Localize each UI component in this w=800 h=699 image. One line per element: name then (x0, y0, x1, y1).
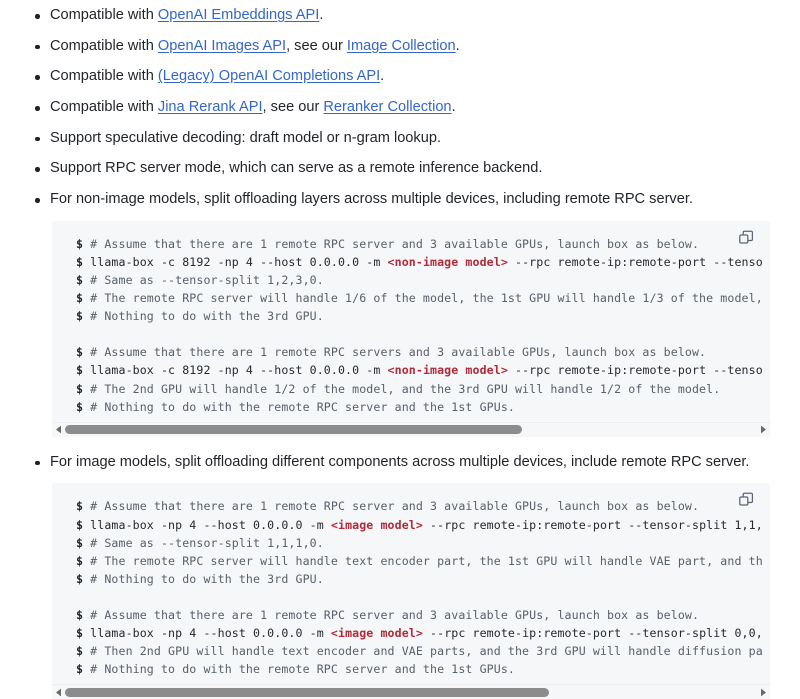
doc-link[interactable]: Jina Rerank API (157, 99, 263, 116)
code-token: --rpc remote-ip:remote-port --tenso (507, 254, 763, 269)
scroll-right-arrow-icon[interactable] (757, 685, 770, 699)
feature-item-rpc-server-mode (0, 159, 800, 179)
code-token: $ (76, 644, 91, 659)
code-token: llama-box -c 8192 -np 4 --host 0.0.0.0 -m (90, 363, 388, 378)
code-token: # Nothing to do with the remote RPC server and the 1st GPUs. (90, 399, 515, 414)
scroll-right-arrow-icon[interactable] (757, 423, 770, 437)
code-token: $ (76, 291, 91, 306)
scrollbar-thumb[interactable] (65, 425, 522, 434)
code-line (76, 289, 770, 307)
code-line (76, 642, 770, 660)
doc-link[interactable]: OpenAI Images API (157, 37, 287, 54)
feature-item-speculative-decoding (0, 129, 800, 149)
code-token: <non-image model> (387, 254, 508, 269)
code-token: # Assume that there are 1 remote RPC server and 3 available GPUs, launch box as below. (90, 608, 700, 622)
scrollbar-track[interactable] (65, 685, 757, 699)
code-token: # Assume that there are 1 remote RPC servers and 3 available GPUs, launch box as below. (90, 345, 707, 360)
code-token: llama-box -np 4 --host 0.0.0.0 -m (90, 517, 331, 532)
code-line (76, 235, 770, 253)
code-scroll-area[interactable] (52, 483, 770, 684)
bullet-text: Support speculative decoding: draft model or n-gram lookup. (50, 129, 442, 146)
code-line (76, 361, 770, 379)
code-token: # The remote RPC server will handle text encoder part, the 1st GPU will handle VAE part, and th (90, 553, 763, 568)
code-line (76, 534, 770, 552)
code-token: --rpc remote-ip:remote-port --tensor-split 1,1, (422, 517, 763, 532)
code-token: # Same as --tensor-split 1,1,1,0. (90, 535, 324, 550)
code-token: # Assume that there are 1 remote RPC server and 3 available GPUs, launch box as below. (90, 499, 700, 514)
code-token: # The 2nd GPU will handle 1/2 of the model, and the 3rd GPU will handle 1/2 of the model. (90, 381, 721, 396)
code-scroll-area[interactable] (52, 221, 770, 422)
code-token: $ (76, 662, 91, 677)
doc-link[interactable]: Reranker Collection (323, 99, 452, 116)
code-line (76, 307, 770, 325)
code-token: # Nothing to do with the 3rd GPU. (90, 571, 324, 586)
code-token: $ (76, 381, 91, 396)
code-token: $ (76, 309, 91, 324)
bullet-text: . (380, 68, 385, 85)
bullet-text: Support RPC server mode, which can serve as a remote inference backend. (50, 160, 543, 177)
code-token: $ (76, 571, 91, 586)
code-token: # The remote RPC server will handle 1/6 of the model, the 1st GPU will handle 1/3 of the model, (90, 291, 763, 306)
bullet-text: Compatible with (50, 99, 158, 116)
code-block (52, 221, 770, 437)
feature-list (0, 6, 800, 699)
scrollbar-track[interactable] (65, 423, 757, 437)
code-line (76, 516, 770, 534)
scroll-left-arrow-icon[interactable] (52, 423, 65, 437)
code-token: --rpc remote-ip:remote-port --tenso (507, 363, 763, 378)
bullet-text: . (451, 99, 456, 116)
code-line (76, 606, 770, 624)
code-line (76, 271, 770, 289)
scrollbar-thumb[interactable] (65, 688, 549, 697)
code-token: $ (76, 535, 91, 550)
bullet-text: Compatible with (50, 37, 158, 54)
code-token: # Nothing to do with the 3rd GPU. (90, 309, 324, 324)
code-token: $ (76, 363, 91, 378)
code-token: <image model> (330, 626, 423, 641)
code-token: llama-box -c 8192 -np 4 --host 0.0.0.0 -m (90, 254, 388, 269)
code-token: llama-box -np 4 --host 0.0.0.0 -m (90, 626, 331, 641)
code-token: <image model> (330, 517, 423, 532)
doc-link[interactable]: (Legacy) OpenAI Completions API (157, 68, 381, 85)
bullet-text: Compatible with (50, 7, 158, 23)
code-block-container-image (0, 483, 800, 699)
bullet-text: For image models, split offloading different components across multiple devices, include remote RPC server. (50, 453, 750, 470)
code-token: $ (76, 499, 91, 514)
bullet-text: . (455, 37, 460, 54)
code-token: <non-image model> (387, 363, 508, 378)
feature-item-jina-rerank (0, 98, 800, 118)
bullet-text: For non-image models, split offloading layers across multiple devices, including remote RPC server. (50, 191, 693, 208)
horizontal-scrollbar[interactable] (52, 422, 770, 437)
code-line (76, 570, 770, 588)
code-line (76, 380, 770, 398)
code-line (76, 497, 770, 515)
bullet-text: . (319, 7, 324, 23)
code-token: --rpc remote-ip:remote-port --tensor-split 0,0, (422, 626, 763, 641)
doc-link[interactable]: Image Collection (346, 37, 456, 54)
feature-item-openai-completions (0, 67, 800, 87)
code-line (76, 325, 770, 343)
code-line (76, 624, 770, 642)
code-token: $ (76, 517, 91, 532)
code-token: $ (76, 254, 91, 269)
copy-icon[interactable] (738, 492, 756, 510)
code-block (52, 483, 770, 699)
code-token: # Assume that there are 1 remote RPC server and 3 available GPUs, launch box as below. (90, 236, 700, 251)
code-token: # Nothing to do with the remote RPC server and the 1st GPUs. (90, 662, 515, 677)
code-token: $ (76, 626, 91, 641)
code-content (52, 235, 770, 416)
copy-icon[interactable] (738, 230, 756, 248)
code-token: $ (76, 608, 91, 622)
feature-item-image-models (0, 453, 800, 473)
bullet-text: , see our (286, 37, 347, 54)
horizontal-scrollbar[interactable] (52, 684, 770, 699)
code-token: $ (76, 345, 91, 360)
code-content (52, 497, 770, 678)
feature-item-non-image-models (0, 190, 800, 210)
code-block-container-non-image (0, 221, 800, 437)
code-token: # Then 2nd GPU will handle text encoder and VAE parts, and the 3rd GPU will handle diffusion pa (90, 644, 763, 659)
bullet-text: , see our (262, 99, 324, 116)
doc-link[interactable]: OpenAI Embeddings API (157, 7, 320, 23)
feature-item-openai-embeddings (0, 6, 800, 26)
bullet-text: Compatible with (50, 68, 158, 85)
code-line (76, 343, 770, 361)
code-line (76, 253, 770, 271)
code-line (76, 660, 770, 678)
code-line (76, 398, 770, 416)
code-line (76, 588, 770, 606)
code-token: $ (76, 553, 91, 568)
code-token: $ (76, 236, 91, 251)
scroll-left-arrow-icon[interactable] (52, 685, 65, 699)
code-token: # Same as --tensor-split 1,2,3,0. (90, 273, 324, 287)
code-token: $ (76, 399, 91, 414)
code-token: $ (76, 273, 91, 287)
feature-item-openai-images (0, 37, 800, 57)
code-line (76, 552, 770, 570)
